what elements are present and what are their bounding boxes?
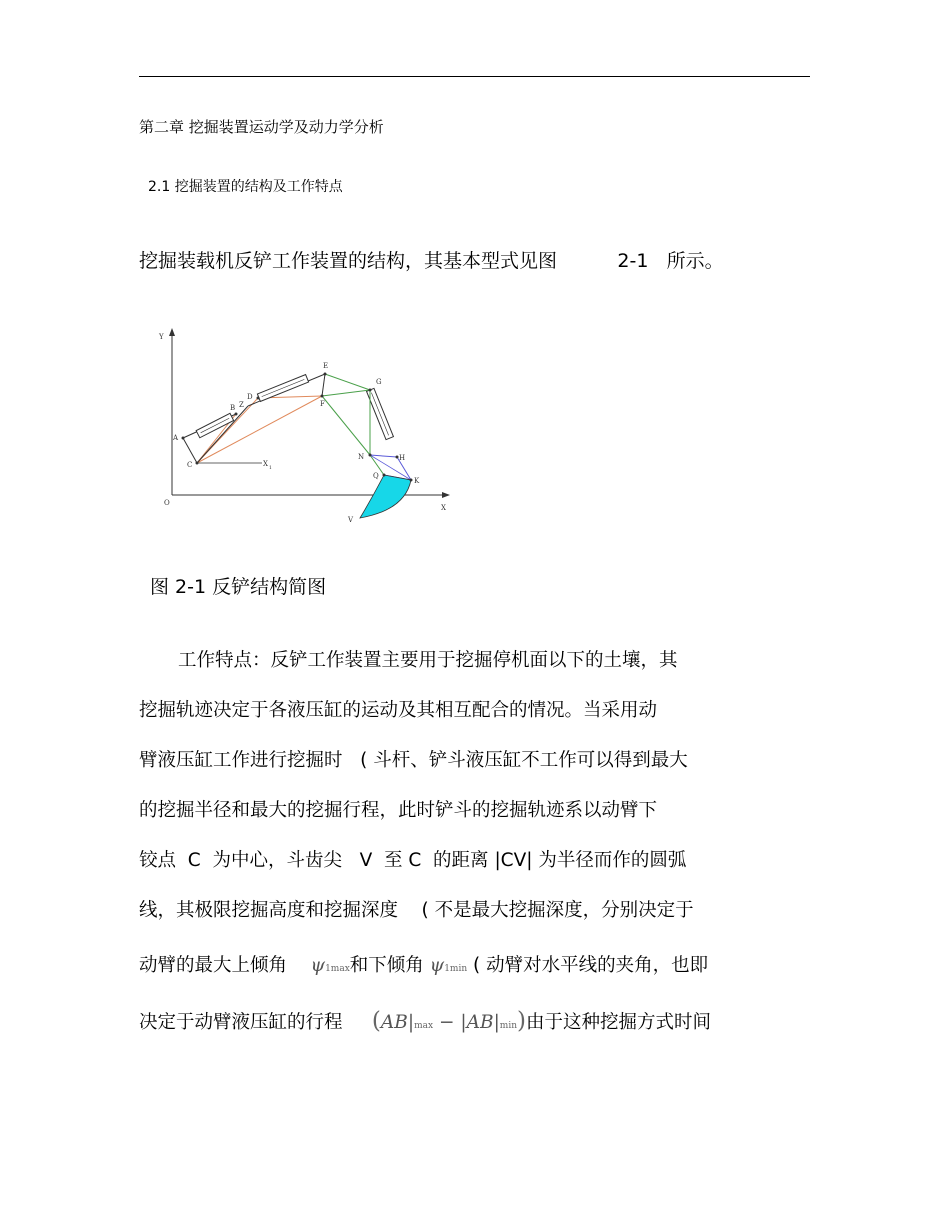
figure-reference: 2-1 [617,250,649,272]
label-b: B [230,404,236,412]
backhoe-diagram [150,322,460,527]
psi-min-subscript: 1min [444,964,468,974]
psi-max-subscript: 1max [325,964,350,974]
label-y: Y [159,333,164,341]
body-line-8 [139,1008,711,1034]
stick-link-fg [322,390,370,396]
body-line-6: 线，其极限挖掘高度和挖掘深度 ( 不是最大挖掘深度，分别决定于 [139,900,694,921]
label-x: X [441,504,446,512]
x-axis-arrow [442,492,450,498]
ab-min-subscript: min [499,1021,518,1031]
label-n: N [358,453,365,461]
section-title: 2.1 挖掘装置的结构及工作特点 [148,179,343,195]
label-f: F [320,400,325,408]
boom-cylinder [196,413,233,437]
label-x1: X [263,460,268,468]
header-rule [139,76,810,77]
stick-link-eg [325,374,370,390]
ab-max-subscript: max [414,1021,434,1031]
body-line-4: 的挖掘半径和最大的挖掘行程，此时铲斗的挖掘轨迹系以动臂下 [139,800,658,821]
label-v: V [348,516,354,524]
label-z: Z [239,401,244,409]
bucket-cylinder [367,388,394,439]
chapter-title: 第二章 挖掘装置运动学及动力学分析 [139,118,384,136]
label-q: Q [373,472,379,480]
label-a: A [173,434,179,442]
label-g: G [376,378,382,386]
intro-text-end: 所示。 [666,250,724,272]
body-line-7-end: ( 动臂对水平线的夹角，也即 [473,955,709,976]
intro-text: 挖掘装载机反铲工作装置的结构，其基本型式见图 [139,250,558,272]
body-line-3: 臂液压缸工作进行挖掘时 ( 斗杆、铲斗液压缸不工作可以得到最大 [139,750,688,771]
y-axis-arrow [169,328,175,336]
bucket-shape [360,475,411,518]
figure-caption: 图 2-1 反铲结构简图 [150,576,327,598]
stroke-formula: (AB|max − |AB|min) [371,1008,526,1034]
label-h: H [399,454,406,462]
psi-max-formula [311,955,350,976]
psi-min-formula [430,955,467,976]
body-line-7-start: 动臂的最大上倾角 [139,955,288,976]
body-line-8-start: 决定于动臂液压缸的行程 [139,1012,343,1033]
body-line-7-mid: 和下倾角 [349,955,424,976]
boom-member-ef [322,374,325,396]
body-line-8-end: 由于这种挖掘方式时间 [526,1012,712,1033]
label-c: C [187,461,193,469]
ab-symbol-max: AB [380,1012,408,1033]
label-k: K [414,477,420,485]
bucket-link-nh [370,455,397,457]
intro-paragraph [139,246,724,273]
body-line-1: 工作特点：反铲工作装置主要用于挖掘停机面以下的土壤，其 [178,650,678,671]
label-x1-sub: 1 [269,466,272,471]
boom-member-ca [183,438,197,463]
psi-symbol: ψ [310,955,326,976]
body-line-5: 铰点 C 为中心，斗齿尖 V 至 C 的距离 |CV| 为半径而作的圆弧 [139,850,687,871]
body-line-7 [139,951,708,977]
ab-symbol-min: AB [466,1012,494,1033]
label-d: D [247,393,253,401]
stick-link-fn [322,396,370,455]
label-o: O [164,499,170,507]
body-line-2: 挖掘轨迹决定于各液压缸的运动及其相互配合的情况。当采用动 [139,700,658,721]
label-e: E [323,362,329,370]
psi-symbol-min: ψ [429,955,445,976]
